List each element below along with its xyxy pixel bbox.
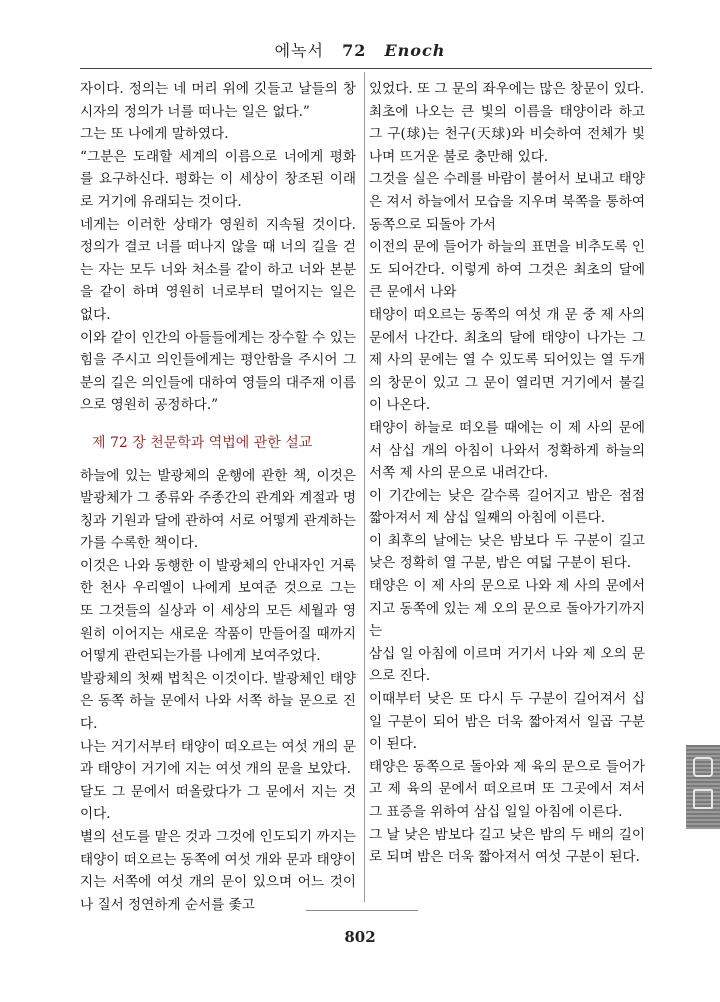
paragraph: 별의 선도를 맡은 것과 그것에 인도되기 까지는 태양이 떠오르는 동쪽에 여섯 개와 문과 태양이 지는 서쪽에 여섯 개의 문이 있으며 어느 것이나 질서 정연하게 순서를 좇고 <box>80 829 356 913</box>
paragraph: 이 기간에는 낮은 갈수록 길어지고 밤은 점점 짧아져서 제 삼십 일째의 아침에 이른다. <box>369 487 645 527</box>
paragraph: 그는 또 나에게 말하였다. <box>80 126 229 143</box>
column-divider <box>364 72 365 902</box>
paragraph: 달도 그 문에서 떠올랐다가 그 문에서 지는 것이다. <box>80 783 356 823</box>
paragraph: 자이다. 정의는 네 머리 위에 깃들고 날들의 창시자의 정의가 너를 떠나는 일은 없다.” <box>80 81 356 120</box>
header-book-title: 에녹서 <box>274 41 325 60</box>
left-column <box>80 78 356 916</box>
chapter-heading: 제 72 장 천문학과 역법에 관한 설교 <box>92 434 313 451</box>
footer-rule <box>306 910 418 911</box>
thumb-tab-glyph <box>693 789 713 809</box>
paragraph: 하늘에 있는 발광체의 운행에 관한 책, 이것은 발광체가 그 종류와 주종간의 관계와 계절과 명칭과 기원과 달에 관하여 서로 어떻게 관계하는가를 수록한 책이다. <box>80 467 356 552</box>
paragraph: 태양이 떠오르는 동쪽의 여섯 개 문 중 제 사의 문에서 나간다. 최초의 달에 태양이 나가는 그 제 사의 문에는 열 수 있도록 되어있는 열 두개의 창문이 있고 그 문이 열리면 거기에서 불길이 나온다. <box>369 306 645 414</box>
paragraph: 이 최후의 날에는 낮은 밤보다 두 구분이 길고 낮은 정확히 열 구분, 밤은 여덟 구분이 된다. <box>369 532 645 572</box>
right-column <box>369 78 645 869</box>
paragraph: 이때부터 낮은 또 다시 두 구분이 길어져서 십일 구분이 되어 밤은 더욱 짧아져서 일곱 구분이 된다. <box>369 691 645 753</box>
thumb-tab-glyph <box>693 757 713 777</box>
paragraph: 네게는 이러한 상태가 영원히 지속될 것이다. 정의가 결코 너를 떠나지 않을 때 너의 길을 걷는 자는 모두 너와 처소를 같이 하고 너와 본분을 같이 하며 영원히 너로부터 멀어지는 일은 없다. <box>80 216 356 323</box>
running-header <box>0 38 720 61</box>
paragraph: 삼십 일 아침에 이르며 거기서 나와 제 오의 문으로 진다. <box>369 645 645 685</box>
header-rule <box>80 68 652 69</box>
paragraph: 있었다. 또 그 문의 좌우에는 많은 창문이 있다. <box>369 81 645 97</box>
page-number: 802 <box>344 928 376 946</box>
section-thumb-tab <box>686 745 720 829</box>
paragraph: 태양은 이 제 사의 문으로 나와 제 사의 문에서 지고 동쪽에 있는 제 오의 문으로 돌아가기까지는 <box>369 578 645 640</box>
paragraph: 이전의 문에 들어가 하늘의 표면을 비추도록 인도 되어간다. 이렇게 하여 그것은 최초의 달에 큰 문에서 나와 <box>369 239 645 301</box>
header-book-name-en: Enoch <box>384 41 446 60</box>
paragraph: “그분은 도래할 세계의 이름으로 너에게 평화를 요구하신다. 평화는 이 세상이 창조된 이래로 거기에 유래되는 것이다. <box>80 148 356 210</box>
paragraph: 이것은 나와 동행한 이 발광체의 안내자인 거룩한 천사 우리엘이 나에게 보여준 것으로 그는 또 그것들의 실상과 이 세상의 모든 세월과 영원히 이어지는 새로운 작품이 만들어질 때까지 어떻게 관련되는가를 나에게 보여주었다. <box>80 557 356 665</box>
paragraph: 최초에 나오는 큰 빛의 이름을 태양이라 하고 그 구(球)는 천구(天球)와 비슷하여 전체가 빛나며 뜨거운 불로 충만해 있다. <box>369 103 645 165</box>
paragraph: 그 날 낮은 밤보다 길고 낮은 밤의 두 배의 길이로 되며 밤은 더욱 짧아져서 여섯 구분이 된다. <box>369 826 645 866</box>
paragraph: 태양은 동쪽으로 돌아와 제 육의 문으로 들어가고 제 육의 문에서 떠오르며 또 그곳에서 져서 그 표증을 위하여 삼십 일일 아침에 이른다. <box>369 758 645 820</box>
paragraph: 그것을 실은 수레를 바람이 불어서 보내고 태양은 져서 하늘에서 모습을 지우며 북쪽을 통하여 동쪽으로 되돌아 가서 <box>369 171 645 233</box>
paragraph: 이와 같이 인간의 아들들에게는 장수할 수 있는 힘을 주시고 의인들에게는 평안함을 주시어 그분의 길은 의인들에 대하여 영들의 대주재 이름으로 영원히 공정하다.” <box>80 329 356 414</box>
paragraph: 발광체의 첫째 법칙은 이것이다. 발광체인 태양은 동쪽 하늘 문에서 나와 서쪽 하늘 문으로 진다. <box>80 670 356 733</box>
header-chapter-number: 72 <box>342 41 367 60</box>
paragraph: 나는 거기서부터 태양이 떠오르는 여섯 개의 문과 태양이 거기에 지는 여섯 개의 문을 보았다. <box>80 738 356 778</box>
paragraph: 태양이 하늘로 떠오를 때에는 이 제 사의 문에서 삼십 개의 아침이 나와서 정확하게 하늘의 서쪽 제 사의 문으로 내려간다. <box>369 419 645 482</box>
